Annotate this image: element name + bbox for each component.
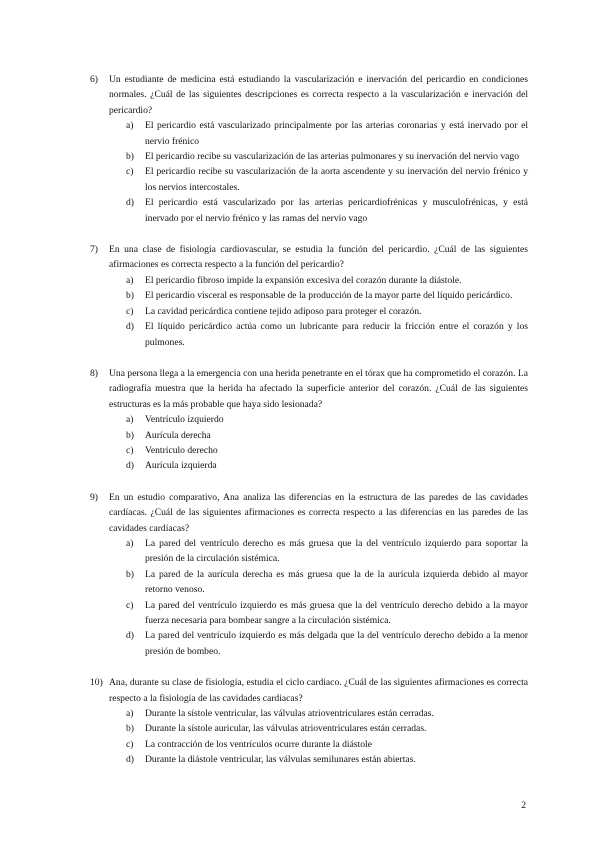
question-text: En una clase de fisiología cardiovascular, se estudia la función del pericardio. ¿Cuál de las siguientes afirmaciones es correcta respecto a la función del pericardio? <box>109 244 528 271</box>
question-number: 10) <box>90 677 103 689</box>
option-text: La pared de la aurícula derecha es más gruesa que la de la aurícula izquierda debido al mayor retorno venoso. <box>145 568 528 596</box>
question-number: 7) <box>90 244 98 256</box>
option-text: El pericardio fibroso impide la expansión excesiva del corazón durante la diástole. <box>145 274 462 286</box>
option-text: Ventrículo derecho <box>145 444 218 456</box>
question-text: Un estudiante de medicina está estudiando la vascularización e inervación del pericardio en condiciones normales. ¿Cuál de las siguientes descripciones es correcta respecto a la vascularización e inervación del pericardio? <box>109 74 528 116</box>
question-10 <box>90 675 528 767</box>
option-a <box>90 536 528 567</box>
option-text: Durante la sístole auricular, las válvulas atrioventriculares están cerradas. <box>145 723 427 735</box>
option-letter: a) <box>126 708 134 720</box>
option-c <box>90 164 528 195</box>
option-a <box>90 412 528 427</box>
option-text: El pericardio visceral es responsable de la producción de la mayor parte del líquido pericárdico. <box>145 290 513 302</box>
question-list <box>90 72 528 784</box>
question-number: 8) <box>90 367 98 379</box>
option-letter: b) <box>126 429 134 441</box>
option-text: La cavidad pericárdica contiene tejido adiposo para proteger el corazón. <box>145 305 422 317</box>
options-list <box>90 118 528 226</box>
question-text: Una persona llega a la emergencia con una herida penetrante en el tórax que ha comprometido el corazón. La radiografía muestra que la herida ha afectado la superficie anterior del corazón. ¿Cuál de las siguientes estructuras es la más probable que haya sido lesionada? <box>109 367 528 410</box>
question-6 <box>90 72 528 226</box>
option-letter: a) <box>126 120 134 132</box>
option-b <box>90 288 528 303</box>
option-text: Ventrículo izquierdo <box>145 414 224 426</box>
question-text: En un estudio comparativo, Ana analiza las diferencias en la estructura de las paredes de las cavidades cardíacas. ¿Cuál de las siguientes afirmaciones es correcta respecto a las diferencias en las paredes de las cavidades cardíacas? <box>109 491 528 534</box>
question-9 <box>90 490 528 659</box>
option-a <box>90 273 528 288</box>
options-list <box>90 536 528 659</box>
option-text: El pericardio recibe su vascularización de la aorta ascendente y su inervación del nervio frénico y los nervios intercostales. <box>145 166 528 193</box>
options-list <box>90 706 528 768</box>
option-d <box>90 458 528 473</box>
option-letter: d) <box>126 321 134 333</box>
options-list <box>90 412 528 474</box>
option-b <box>90 721 528 736</box>
option-text: El líquido pericárdico actúa como un lubricante para reducir la fricción entre el corazón y los pulmones. <box>145 321 528 348</box>
option-c <box>90 737 528 752</box>
option-text: El pericardio está vascularizado por las arterias pericardiofrénicas y musculofrénicas, y está inervado por el nervio frénico y las ramas del nervio vago <box>145 197 528 224</box>
option-c <box>90 598 528 629</box>
option-letter: d) <box>126 460 134 472</box>
option-c <box>90 304 528 319</box>
option-letter: c) <box>126 166 134 178</box>
option-d <box>90 752 528 767</box>
option-text: La pared del ventrículo izquierdo es más gruesa que la del ventrículo derecho debido a la mayor fuerza necesaria para bombear sangre a la circulación sistémica. <box>145 599 528 626</box>
option-text: Aurícula derecha <box>145 429 211 441</box>
option-letter: d) <box>126 197 134 209</box>
option-letter: a) <box>126 414 134 426</box>
option-letter: d) <box>126 630 134 642</box>
options-list <box>90 273 528 350</box>
option-c <box>90 443 528 458</box>
option-text: La contracción de los ventrículos ocurre durante la diástole <box>145 738 372 750</box>
option-text: Durante la diástole ventricular, las válvulas semilunares están abiertas. <box>145 754 416 766</box>
option-letter: b) <box>126 568 134 580</box>
question-text: Ana, durante su clase de fisiología, estudia el ciclo cardiaco. ¿Cuál de las siguientes afirmaciones es correcta respecto a la fisiología de las cavidades cardiacas? <box>109 677 528 704</box>
option-text: La pared del ventrículo derecho es más gruesa que la del ventrículo izquierdo para soportar la presión de la circulación sistémica. <box>145 537 528 565</box>
option-letter: b) <box>126 723 134 735</box>
option-letter: a) <box>126 274 134 286</box>
question-number: 9) <box>90 491 98 503</box>
question-number: 6) <box>90 74 98 85</box>
option-d <box>90 195 528 226</box>
option-a <box>90 118 528 149</box>
question-7 <box>90 242 528 350</box>
option-text: Aurícula izquierda <box>145 460 217 472</box>
option-text: El pericardio está vascularizado principalmente por las arterias coronarias y está inervado por el nervio frénico <box>145 120 528 147</box>
option-letter: a) <box>126 537 134 549</box>
option-letter: c) <box>126 599 134 611</box>
question-8 <box>90 366 528 474</box>
option-text: Durante la sístole ventricular, las válvulas atrioventriculares están cerradas. <box>145 708 434 720</box>
option-b <box>90 428 528 443</box>
option-text: La pared del ventrículo izquierdo es más delgada que la del ventrículo derecho debido a la menor presión de bombeo. <box>145 630 528 657</box>
option-letter: d) <box>126 754 134 766</box>
option-letter: c) <box>126 305 134 317</box>
option-letter: b) <box>126 290 134 302</box>
option-b <box>90 149 528 164</box>
option-d <box>90 319 528 350</box>
option-b <box>90 567 528 598</box>
option-a <box>90 706 528 721</box>
page-number: 2 <box>521 800 526 811</box>
option-text: El pericardio recibe su vascularización de las arterias pulmonares y su inervación del nervio vago <box>145 151 520 163</box>
option-d <box>90 628 528 659</box>
option-letter: b) <box>126 151 134 163</box>
option-letter: c) <box>126 444 134 456</box>
option-letter: c) <box>126 738 134 750</box>
